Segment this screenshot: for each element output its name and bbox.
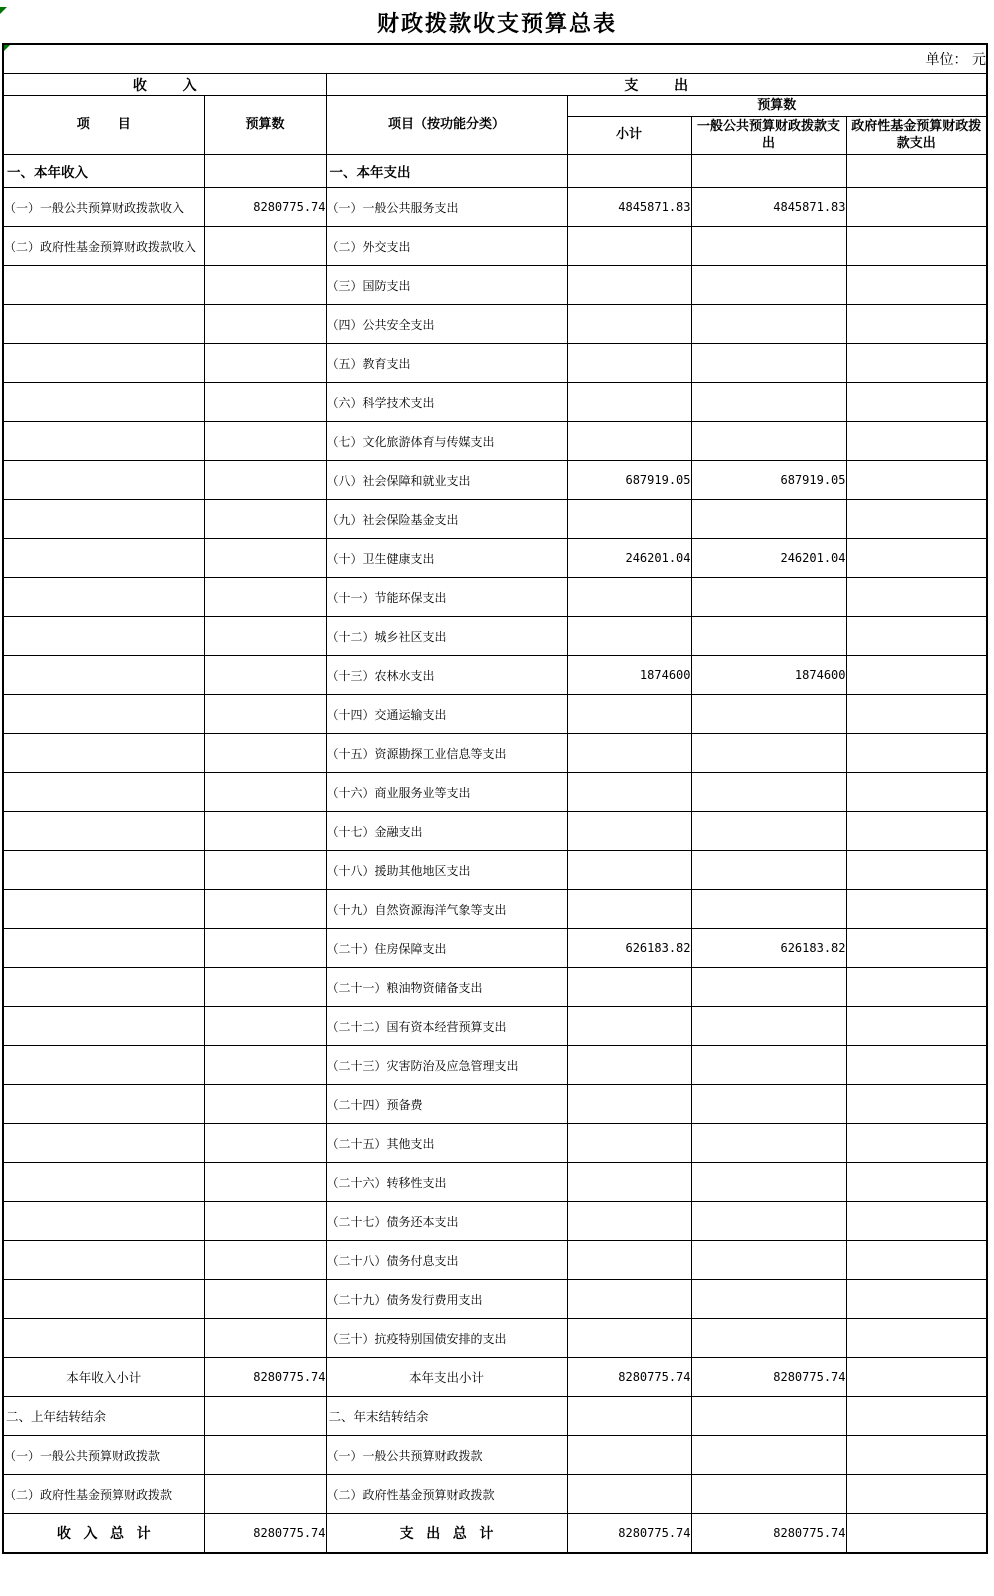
income-budget-cell (204, 1202, 326, 1241)
expense-subtotal-cell (567, 383, 691, 422)
income-budget-cell (204, 155, 326, 188)
expense-gov-fund-cell (846, 1007, 987, 1046)
expense-item-cell: （八）社会保障和就业支出 (326, 461, 567, 500)
expense-subtotal-cell: 626183.82 (567, 929, 691, 968)
table-row (3, 422, 987, 461)
expense-item-cell: （二十）住房保障支出 (326, 929, 567, 968)
page-title: 财政拨款收支预算总表 (376, 11, 617, 37)
expense-subtotal-cell (567, 617, 691, 656)
expense-item-cell: （二十八）债务付息支出 (326, 1241, 567, 1280)
income-item-cell (3, 812, 204, 851)
expense-general-budget-cell (691, 968, 846, 1007)
table-row (3, 1124, 987, 1163)
expense-general-budget-cell: 626183.82 (691, 929, 846, 968)
expense-subtotal-cell (567, 578, 691, 617)
expense-general-budget-cell: 4845871.83 (691, 188, 846, 227)
expense-gov-fund-cell (846, 155, 987, 188)
table-row (3, 1046, 987, 1085)
unit-label: 单位： 元 (925, 52, 987, 68)
income-budget-cell (204, 1163, 326, 1202)
expense-general-budget-cell: 8280775.74 (691, 1358, 846, 1397)
table-row (3, 344, 987, 383)
table-row (3, 539, 987, 578)
expense-gov-fund-cell (846, 1046, 987, 1085)
expense-general-budget-cell (691, 812, 846, 851)
excel-error-indicator-page-corner (0, 7, 7, 14)
expense-subtotal-cell: 1874600 (567, 656, 691, 695)
income-budget-cell (204, 812, 326, 851)
section-header-row (3, 74, 987, 96)
table-row (3, 734, 987, 773)
expense-general-budget-cell (691, 1436, 846, 1475)
income-budget-cell (204, 1280, 326, 1319)
income-budget-cell (204, 1085, 326, 1124)
table-row (3, 695, 987, 734)
income-item-cell: 收 入 总 计 (3, 1514, 204, 1554)
income-budget-cell (204, 578, 326, 617)
income-budget-cell (204, 890, 326, 929)
expense-general-budget-cell (691, 1124, 846, 1163)
unit-cell (3, 44, 987, 74)
income-item-cell (3, 422, 204, 461)
income-budget-cell (204, 1007, 326, 1046)
expense-item-cell: （二十九）债务发行费用支出 (326, 1280, 567, 1319)
expense-gov-fund-cell (846, 1241, 987, 1280)
income-item-cell (3, 266, 204, 305)
table-row (3, 617, 987, 656)
expense-subtotal-cell (567, 1085, 691, 1124)
income-item-cell (3, 890, 204, 929)
income-item-cell (3, 695, 204, 734)
expense-item-column-header: 项目（按功能分类） (326, 96, 567, 155)
income-item-cell (3, 539, 204, 578)
excel-error-indicator-cell-corner (4, 45, 10, 51)
expense-general-budget-cell (691, 266, 846, 305)
expense-gov-fund-cell (846, 968, 987, 1007)
table-row (3, 305, 987, 344)
table-row (3, 155, 987, 188)
income-budget-cell (204, 422, 326, 461)
income-item-cell: （一）一般公共预算财政拨款收入 (3, 188, 204, 227)
expense-gov-fund-cell (846, 461, 987, 500)
income-budget-cell (204, 461, 326, 500)
table-row (3, 188, 987, 227)
income-item-cell (3, 1241, 204, 1280)
expense-item-cell: （二十二）国有资本经营预算支出 (326, 1007, 567, 1046)
expense-gov-fund-cell (846, 578, 987, 617)
expense-subtotal-cell (567, 155, 691, 188)
expense-gov-fund-cell (846, 617, 987, 656)
income-budget-cell (204, 305, 326, 344)
table-row (3, 890, 987, 929)
income-item-cell: 一、本年收入 (3, 155, 204, 188)
expense-gov-fund-cell (846, 1319, 987, 1358)
table-row (3, 656, 987, 695)
income-item-cell: 二、上年结转结余 (3, 1397, 204, 1436)
income-budget-cell (204, 500, 326, 539)
expense-gov-fund-cell (846, 1124, 987, 1163)
income-item-cell: （一）一般公共预算财政拨款 (3, 1436, 204, 1475)
expense-general-budget-cell (691, 383, 846, 422)
expense-subtotal-cell (567, 266, 691, 305)
expense-subtotal-cell (567, 968, 691, 1007)
income-item-cell (3, 1085, 204, 1124)
unit-row (3, 44, 987, 74)
income-item-cell (3, 1319, 204, 1358)
table-row (3, 968, 987, 1007)
expense-subtotal-cell (567, 1202, 691, 1241)
income-budget-cell (204, 1124, 326, 1163)
expense-item-cell: （三）国防支出 (326, 266, 567, 305)
expense-subtotal-cell (567, 734, 691, 773)
income-item-cell (3, 383, 204, 422)
expense-gov-fund-cell (846, 500, 987, 539)
income-budget-cell (204, 851, 326, 890)
expense-general-budget-cell (691, 155, 846, 188)
expense-general-budget-cell (691, 1241, 846, 1280)
expense-subtotal-cell (567, 344, 691, 383)
income-budget-cell (204, 539, 326, 578)
expense-subtotal-cell: 8280775.74 (567, 1514, 691, 1554)
expense-gov-fund-cell (846, 890, 987, 929)
expense-gov-fund-cell (846, 656, 987, 695)
table-row (3, 1241, 987, 1280)
expense-item-cell: （十八）援助其他地区支出 (326, 851, 567, 890)
general-budget-column-header: 一般公共预算财政拨款支出 (691, 117, 846, 155)
expense-general-budget-cell (691, 422, 846, 461)
expense-general-budget-cell (691, 695, 846, 734)
expense-item-cell: （二十五）其他支出 (326, 1124, 567, 1163)
income-budget-cell (204, 929, 326, 968)
column-header-row (3, 96, 987, 117)
expense-general-budget-cell: 8280775.74 (691, 1514, 846, 1554)
table-row (3, 1514, 987, 1554)
expense-item-cell: （十二）城乡社区支出 (326, 617, 567, 656)
expense-general-budget-cell (691, 1163, 846, 1202)
expense-gov-fund-cell (846, 383, 987, 422)
expense-subtotal-cell: 4845871.83 (567, 188, 691, 227)
expense-general-budget-cell (691, 1085, 846, 1124)
expense-subtotal-cell (567, 305, 691, 344)
table-row (3, 929, 987, 968)
expense-gov-fund-cell (846, 1085, 987, 1124)
expense-gov-fund-cell (846, 344, 987, 383)
income-budget-column-header: 预算数 (204, 96, 326, 155)
income-item-cell: 本年收入小计 (3, 1358, 204, 1397)
expense-item-cell: （七）文化旅游体育与传媒支出 (326, 422, 567, 461)
expense-gov-fund-cell (846, 773, 987, 812)
expense-general-budget-cell (691, 1280, 846, 1319)
expense-gov-fund-cell (846, 305, 987, 344)
income-budget-cell (204, 1397, 326, 1436)
income-budget-cell (204, 968, 326, 1007)
expense-general-budget-cell: 687919.05 (691, 461, 846, 500)
expense-gov-fund-cell (846, 1475, 987, 1514)
table-row (3, 1319, 987, 1358)
income-item-cell: （二）政府性基金预算财政拨款收入 (3, 227, 204, 266)
table-row (3, 383, 987, 422)
expense-general-budget-cell (691, 344, 846, 383)
income-item-cell: （二）政府性基金预算财政拨款 (3, 1475, 204, 1514)
table-row (3, 1436, 987, 1475)
income-budget-cell (204, 1319, 326, 1358)
table-row (3, 461, 987, 500)
expense-gov-fund-cell (846, 1280, 987, 1319)
income-item-cell (3, 1202, 204, 1241)
expense-general-budget-cell (691, 305, 846, 344)
expense-gov-fund-cell (846, 695, 987, 734)
expense-general-budget-cell (691, 890, 846, 929)
income-budget-cell (204, 227, 326, 266)
income-item-cell (3, 1280, 204, 1319)
expense-item-cell: （十四）交通运输支出 (326, 695, 567, 734)
expense-item-cell: （一）一般公共服务支出 (326, 188, 567, 227)
expense-item-cell: （十三）农林水支出 (326, 656, 567, 695)
expense-subtotal-cell (567, 773, 691, 812)
income-section-header: 收 入 (3, 74, 326, 96)
expense-gov-fund-cell (846, 851, 987, 890)
expense-item-cell: （十七）金融支出 (326, 812, 567, 851)
income-item-cell (3, 578, 204, 617)
expense-general-budget-cell (691, 617, 846, 656)
table-row (3, 812, 987, 851)
income-item-cell (3, 734, 204, 773)
table-row (3, 266, 987, 305)
income-budget-cell (204, 1241, 326, 1280)
table-row (3, 1358, 987, 1397)
expense-general-budget-cell (691, 227, 846, 266)
income-item-cell (3, 929, 204, 968)
expense-gov-fund-cell (846, 734, 987, 773)
expense-subtotal-cell (567, 227, 691, 266)
income-item-cell (3, 656, 204, 695)
income-item-cell (3, 1046, 204, 1085)
expense-gov-fund-cell (846, 1397, 987, 1436)
expense-item-cell: （六）科学技术支出 (326, 383, 567, 422)
income-item-cell (3, 305, 204, 344)
expense-section-header: 支 出 (326, 74, 987, 96)
income-budget-cell (204, 1046, 326, 1085)
expense-item-cell: （二十四）预备费 (326, 1085, 567, 1124)
expense-general-budget-cell (691, 500, 846, 539)
expense-subtotal-cell: 246201.04 (567, 539, 691, 578)
expense-gov-fund-cell (846, 422, 987, 461)
table-row (3, 851, 987, 890)
income-item-cell (3, 1007, 204, 1046)
table-row (3, 1475, 987, 1514)
expense-gov-fund-cell (846, 188, 987, 227)
expense-subtotal-cell (567, 1046, 691, 1085)
expense-gov-fund-cell (846, 812, 987, 851)
income-item-cell (3, 461, 204, 500)
expense-general-budget-cell (691, 578, 846, 617)
expense-general-budget-cell (691, 734, 846, 773)
income-item-cell (3, 500, 204, 539)
table-row (3, 1007, 987, 1046)
expense-gov-fund-cell (846, 227, 987, 266)
expense-item-cell: （二）外交支出 (326, 227, 567, 266)
expense-item-cell: 本年支出小计 (326, 1358, 567, 1397)
expense-general-budget-cell (691, 1202, 846, 1241)
expense-subtotal-cell (567, 500, 691, 539)
expense-general-budget-cell (691, 1046, 846, 1085)
expense-item-cell: 一、本年支出 (326, 155, 567, 188)
table-row (3, 1202, 987, 1241)
expense-gov-fund-cell (846, 1514, 987, 1554)
table-row (3, 1397, 987, 1436)
income-item-cell (3, 1124, 204, 1163)
expense-gov-fund-cell (846, 1202, 987, 1241)
expense-gov-fund-cell (846, 1163, 987, 1202)
table-row (3, 773, 987, 812)
expense-item-cell: 二、年末结转结余 (326, 1397, 567, 1436)
expense-subtotal-cell (567, 851, 691, 890)
expense-item-cell: （三十）抗疫特别国债安排的支出 (326, 1319, 567, 1358)
table-row (3, 578, 987, 617)
expense-subtotal-cell (567, 1319, 691, 1358)
income-budget-cell (204, 734, 326, 773)
expense-item-cell: （一）一般公共预算财政拨款 (326, 1436, 567, 1475)
income-item-cell (3, 773, 204, 812)
expense-subtotal-cell (567, 890, 691, 929)
expense-subtotal-cell (567, 1124, 691, 1163)
income-budget-cell (204, 617, 326, 656)
income-budget-cell (204, 266, 326, 305)
income-budget-cell (204, 773, 326, 812)
expense-general-budget-cell: 1874600 (691, 656, 846, 695)
expense-subtotal-cell (567, 812, 691, 851)
income-budget-cell: 8280775.74 (204, 1514, 326, 1554)
expense-item-cell: （九）社会保险基金支出 (326, 500, 567, 539)
expense-subtotal-cell (567, 1436, 691, 1475)
expense-subtotal-cell (567, 422, 691, 461)
expense-subtotal-cell (567, 695, 691, 734)
income-budget-cell (204, 1436, 326, 1475)
income-budget-cell (204, 383, 326, 422)
table-row (3, 1163, 987, 1202)
expense-item-cell: （二）政府性基金预算财政拨款 (326, 1475, 567, 1514)
expense-general-budget-cell: 246201.04 (691, 539, 846, 578)
table-row (3, 227, 987, 266)
expense-subtotal-cell: 8280775.74 (567, 1358, 691, 1397)
table-row (3, 1085, 987, 1124)
income-item-cell (3, 617, 204, 656)
expense-general-budget-cell (691, 1319, 846, 1358)
expense-subtotal-cell (567, 1163, 691, 1202)
income-budget-cell (204, 1475, 326, 1514)
expense-subtotal-cell (567, 1007, 691, 1046)
expense-gov-fund-cell (846, 266, 987, 305)
expense-item-cell: （十六）商业服务业等支出 (326, 773, 567, 812)
expense-item-cell: （二十一）粮油物资储备支出 (326, 968, 567, 1007)
expense-gov-fund-cell (846, 929, 987, 968)
budget-summary-table (2, 43, 988, 1554)
expense-general-budget-cell (691, 851, 846, 890)
expense-general-budget-cell (691, 1475, 846, 1514)
expense-general-budget-cell (691, 1397, 846, 1436)
subtotal-column-header: 小计 (567, 117, 691, 155)
expense-subtotal-cell (567, 1280, 691, 1319)
expense-gov-fund-cell (846, 539, 987, 578)
income-item-column-header: 项 目 (3, 96, 204, 155)
expense-item-cell: （二十三）灾害防治及应急管理支出 (326, 1046, 567, 1085)
expense-gov-fund-cell (846, 1436, 987, 1475)
expense-general-budget-cell (691, 773, 846, 812)
expense-subtotal-cell (567, 1241, 691, 1280)
expense-gov-fund-cell (846, 1358, 987, 1397)
expense-subtotal-cell (567, 1397, 691, 1436)
table-row (3, 500, 987, 539)
expense-subtotal-cell: 687919.05 (567, 461, 691, 500)
expense-item-cell: （十）卫生健康支出 (326, 539, 567, 578)
income-item-cell (3, 1163, 204, 1202)
income-budget-cell (204, 344, 326, 383)
income-budget-cell: 8280775.74 (204, 1358, 326, 1397)
income-budget-cell (204, 656, 326, 695)
expense-item-cell: （四）公共安全支出 (326, 305, 567, 344)
income-item-cell (3, 968, 204, 1007)
income-item-cell (3, 851, 204, 890)
expense-item-cell: （二十七）债务还本支出 (326, 1202, 567, 1241)
income-item-cell (3, 344, 204, 383)
income-budget-cell: 8280775.74 (204, 188, 326, 227)
expense-item-cell: （十九）自然资源海洋气象等支出 (326, 890, 567, 929)
expense-item-cell: （二十六）转移性支出 (326, 1163, 567, 1202)
income-budget-cell (204, 695, 326, 734)
expense-general-budget-cell (691, 1007, 846, 1046)
gov-fund-budget-column-header: 政府性基金预算财政拨款支出 (846, 117, 987, 155)
expense-item-cell: （十一）节能环保支出 (326, 578, 567, 617)
table-row (3, 1280, 987, 1319)
expense-subtotal-cell (567, 1475, 691, 1514)
expense-item-cell: （五）教育支出 (326, 344, 567, 383)
expense-item-cell: 支 出 总 计 (326, 1514, 567, 1554)
expense-budget-group-header: 预算数 (567, 96, 987, 117)
expense-item-cell: （十五）资源勘探工业信息等支出 (326, 734, 567, 773)
